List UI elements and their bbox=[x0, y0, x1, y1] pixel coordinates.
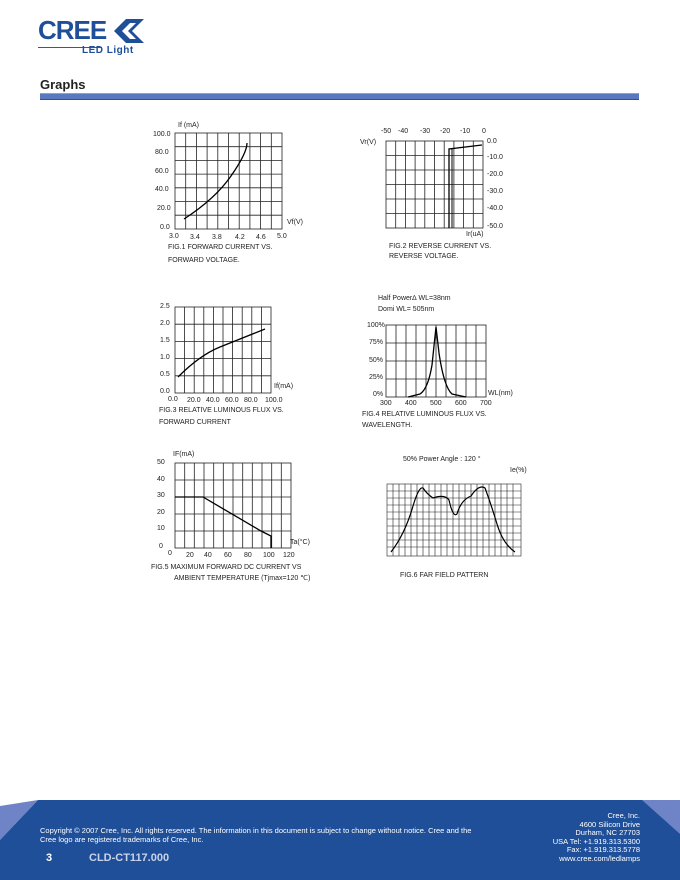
fig5-ytick: 10 bbox=[157, 525, 165, 532]
fig5-ytick: 20 bbox=[157, 509, 165, 516]
fig4-caption-line1: FIG.4 RELATIVE LUMINOUS FLUX VS. bbox=[362, 411, 487, 418]
logo-chevron-icon bbox=[114, 19, 144, 43]
fig4-ytick: 50% bbox=[369, 357, 384, 364]
fig4-xtick: 600 bbox=[455, 400, 467, 407]
fig2-top-tick: 0 bbox=[482, 128, 486, 135]
company-tel: USA Tel: +1.919.313.5300 bbox=[552, 836, 640, 846]
fig3-caption-line1: FIG.3 RELATIVE LUMINOUS FLUX VS. bbox=[159, 407, 284, 414]
fig1-xlabel: Vf(V) bbox=[287, 219, 303, 226]
fig5-ytick: 40 bbox=[157, 476, 165, 483]
fig1-ytick: 60.0 bbox=[155, 168, 169, 175]
company-street: 4600 Silicon Drive bbox=[579, 819, 640, 829]
fig1-xtick: 3.8 bbox=[212, 234, 222, 241]
fig3-xtick: 100.0 bbox=[265, 397, 283, 404]
page-number: 3 bbox=[46, 852, 53, 864]
fig5-xtick: 120 bbox=[283, 552, 295, 559]
fig3-ytick: 0.5 bbox=[160, 371, 170, 378]
fig6-plot bbox=[387, 484, 521, 556]
fig4-xtick: 400 bbox=[405, 400, 417, 407]
fig6-note: 50% Power Angle : 120 ° bbox=[403, 456, 481, 463]
fig2-right-tick: -10.0 bbox=[487, 154, 503, 161]
fig5-ytick: 0 bbox=[159, 543, 163, 550]
fig1-caption-line2: FORWARD VOLTAGE. bbox=[168, 257, 240, 264]
fig1-ytick: 0.0 bbox=[160, 224, 170, 231]
logo-wordmark: CREE bbox=[38, 15, 107, 45]
fig4-xtick: 300 bbox=[380, 400, 392, 407]
fig5-xtick: 80 bbox=[244, 552, 252, 559]
fig4-note2: Domi WL= 505nm bbox=[378, 306, 435, 313]
fig4-curve bbox=[408, 327, 466, 397]
fig4-xtick: 500 bbox=[430, 400, 442, 407]
fig3-ytick: 1.0 bbox=[160, 354, 170, 361]
fig1-ytick: 80.0 bbox=[155, 149, 169, 156]
cree-logo bbox=[38, 16, 148, 60]
footer-copyright-line1: Copyright © 2007 Cree, Inc. All rights reserved. The information in this document is subject to change without notice. Cree and the bbox=[40, 826, 472, 835]
section-title: Graphs bbox=[40, 77, 86, 92]
fig3-caption-line2: FORWARD CURRENT bbox=[159, 419, 231, 426]
fig4-caption-line2: WAVELENGTH. bbox=[362, 422, 413, 429]
company-name: Cree, Inc. bbox=[607, 811, 640, 820]
fig5-ylabel: IF(mA) bbox=[173, 451, 195, 458]
fig5-xtick: 100 bbox=[263, 552, 275, 559]
fig3-xlabel: If(mA) bbox=[274, 383, 294, 390]
fig3-ytick: 2.5 bbox=[160, 303, 170, 310]
fig6-caption: FIG.6 FAR FIELD PATTERN bbox=[400, 572, 489, 579]
fig5-plot bbox=[175, 463, 291, 548]
fig1-xtick: 3.0 bbox=[169, 233, 179, 240]
fig1-ytick: 100.0 bbox=[153, 131, 171, 138]
fig2-top-tick: -40 bbox=[398, 128, 409, 135]
fig2-xlabel: Ir(uA) bbox=[466, 231, 484, 238]
fig5-caption-line2: AMBIENT TEMPERATURE (Tjmax=120 ℃) bbox=[174, 575, 311, 582]
fig3-xtick: 20.0 bbox=[187, 397, 201, 404]
fig2-right-tick: -40.0 bbox=[487, 205, 503, 212]
fig2-caption-line2: REVERSE VOLTAGE. bbox=[389, 253, 459, 260]
fig5-ytick: 50 bbox=[157, 459, 165, 466]
fig1-xtick: 4.2 bbox=[235, 234, 245, 241]
fig2-caption-line1: FIG.2 REVERSE CURRENT VS. bbox=[389, 243, 492, 250]
fig5-caption-line1: FIG.5 MAXIMUM FORWARD DC CURRENT VS bbox=[151, 564, 302, 571]
fig4-ytick: 25% bbox=[369, 374, 384, 381]
fig1-curve bbox=[184, 143, 247, 219]
fig4-plot bbox=[386, 325, 486, 397]
fig1-ylabel: If (mA) bbox=[178, 122, 199, 129]
fig2-ylabel: Vr(V) bbox=[360, 139, 377, 146]
logo-subtitle: LED Light bbox=[82, 45, 134, 56]
fig2-plot bbox=[386, 141, 483, 228]
fig1-plot bbox=[175, 133, 282, 229]
fig2-right-tick: 0.0 bbox=[487, 138, 497, 145]
company-city: Durham, NC 27703 bbox=[575, 828, 640, 838]
fig4-note1: Half Power∆ WL=38nm bbox=[378, 295, 451, 302]
fig1-xtick: 3.4 bbox=[190, 234, 200, 241]
fig4-xlabel: WL(nm) bbox=[488, 390, 513, 397]
document-id: CLD-CT117.000 bbox=[89, 852, 170, 864]
fig1-xtick: 5.0 bbox=[277, 233, 287, 240]
company-fax: Fax: +1.919.313.5778 bbox=[566, 845, 640, 855]
fig3-ytick: 2.0 bbox=[160, 320, 170, 327]
fig6-ylabel: Ie(%) bbox=[510, 467, 527, 474]
company-address bbox=[553, 812, 640, 864]
fig2-right-tick: -20.0 bbox=[487, 171, 503, 178]
fig5-xlabel: Ta(°C) bbox=[290, 539, 310, 546]
fig2-right-tick: -50.0 bbox=[487, 223, 503, 230]
footer-copyright-line2: Cree logo are registered trademarks of Cree, Inc. bbox=[40, 835, 204, 844]
fig3-ytick: 0.0 bbox=[160, 388, 170, 395]
fig3-xtick: 40.0 bbox=[206, 397, 220, 404]
fig1-xtick: 4.6 bbox=[256, 234, 266, 241]
fig2-top-tick: -20 bbox=[440, 128, 451, 135]
fig4-ytick: 100% bbox=[367, 322, 385, 329]
fig2-right-tick: -30.0 bbox=[487, 188, 503, 195]
fig3-xtick: 0.0 bbox=[168, 396, 178, 403]
fig5-xtick: 60 bbox=[224, 552, 232, 559]
fig5-ytick: 30 bbox=[157, 492, 165, 499]
fig3-xtick: 80.0 bbox=[244, 397, 258, 404]
fig2-top-tick: -50 bbox=[381, 128, 392, 135]
fig4-ytick: 75% bbox=[369, 339, 384, 346]
fig4-ytick: 0% bbox=[373, 391, 384, 398]
fig5-xtick: 20 bbox=[186, 552, 194, 559]
fig1-ytick: 40.0 bbox=[155, 186, 169, 193]
fig3-plot bbox=[175, 307, 271, 393]
fig5-xtick: 0 bbox=[168, 550, 172, 557]
fig3-xtick: 60.0 bbox=[225, 397, 239, 404]
company-website-link[interactable]: www.cree.com/ledlamps bbox=[559, 853, 640, 863]
fig1-ytick: 20.0 bbox=[157, 205, 171, 212]
fig5-xtick: 40 bbox=[204, 552, 212, 559]
fig2-top-tick: -10 bbox=[460, 128, 471, 135]
title-bar bbox=[40, 93, 639, 100]
fig1-caption-line1: FIG.1 FORWARD CURRENT VS. bbox=[168, 244, 273, 251]
fig3-ytick: 1.5 bbox=[160, 337, 170, 344]
fig2-top-tick: -30 bbox=[420, 128, 431, 135]
fig4-xtick: 700 bbox=[480, 400, 492, 407]
